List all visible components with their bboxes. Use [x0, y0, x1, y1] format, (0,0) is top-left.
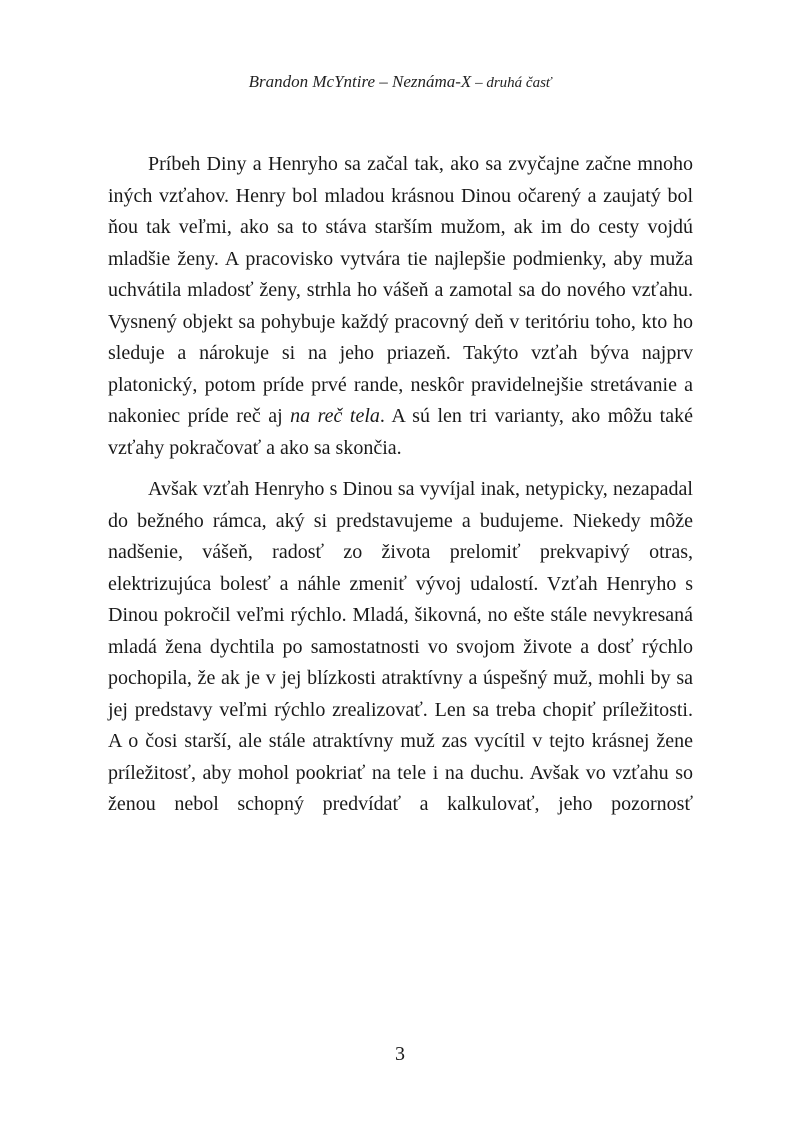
body-text — [108, 149, 693, 831]
header-subtitle: – druhá časť — [471, 75, 552, 91]
page-number: 3 — [395, 1043, 405, 1065]
paragraph-1 — [108, 149, 693, 464]
header-author-title: Brandon McYntire – Neznáma-X — [248, 72, 472, 91]
paragraph-1-text: Príbeh Diny a Henryho sa začal tak, ako sa zvyčajne začne mnoho iných vzťahov. Henry bol mladou krásnou Dinou očarený a zaujatý bol ňou tak veľmi, ako sa to stáva starším mužom, ak im do cesty vojdú mladšie ženy. A pracovisko vytvára tie najlepšie podmienky, aby muža uchvátila mladosť ženy, strhla ho vášeň a zamotal sa do nového vzťahu. Vysnený objekt sa pohybuje každý pracovný deň v teritóriu toho, kto ho sleduje a nárokuje si na jeho priazeň. Takýto vzťah býva najprv platonický, potom príde prvé rande, neskôr pravidelnejšie stretávanie a nakoniec príde reč aj — [108, 153, 693, 427]
running-header — [0, 70, 800, 95]
paragraph-1-text-end: . A sú len tri varianty, ako môžu také vzťahy pokračovať a ako sa skončia. — [108, 405, 693, 459]
paragraph-1-emphasis: na reč tela — [290, 405, 380, 427]
paragraph-2: Avšak vzťah Henryho s Dinou sa vyvíjal inak, netypicky, nezapadal do bežného rámca, aký si predstavujeme a budujeme. Niekedy môže nadšenie, vášeň, radosť zo života prelomiť prekvapivý otras, elektrizujúca bolesť a náhle zmeniť vývoj udalostí. Vzťah Henryho s Dinou pokročil veľmi rýchlo. Mladá, šikovná, no ešte stále nevykresaná mladá žena dychtila po samostatnosti vo svojom živote a dosť rýchlo pochopila, že ak je v jej blízkosti atraktívny a úspešný muž, mohli by sa jej predstavy veľmi rýchlo zrealizovať. Len sa treba chopiť príležitosti. A o čosi starší, ale stále atraktívny muž zas vycítil v tejto krásnej žene príležitosť, aby mohol pookriať na tele i na duchu. Avšak vo vzťahu so ženou nebol schopný predvídať a kalkulovať, jeho pozornosť — [108, 478, 693, 815]
